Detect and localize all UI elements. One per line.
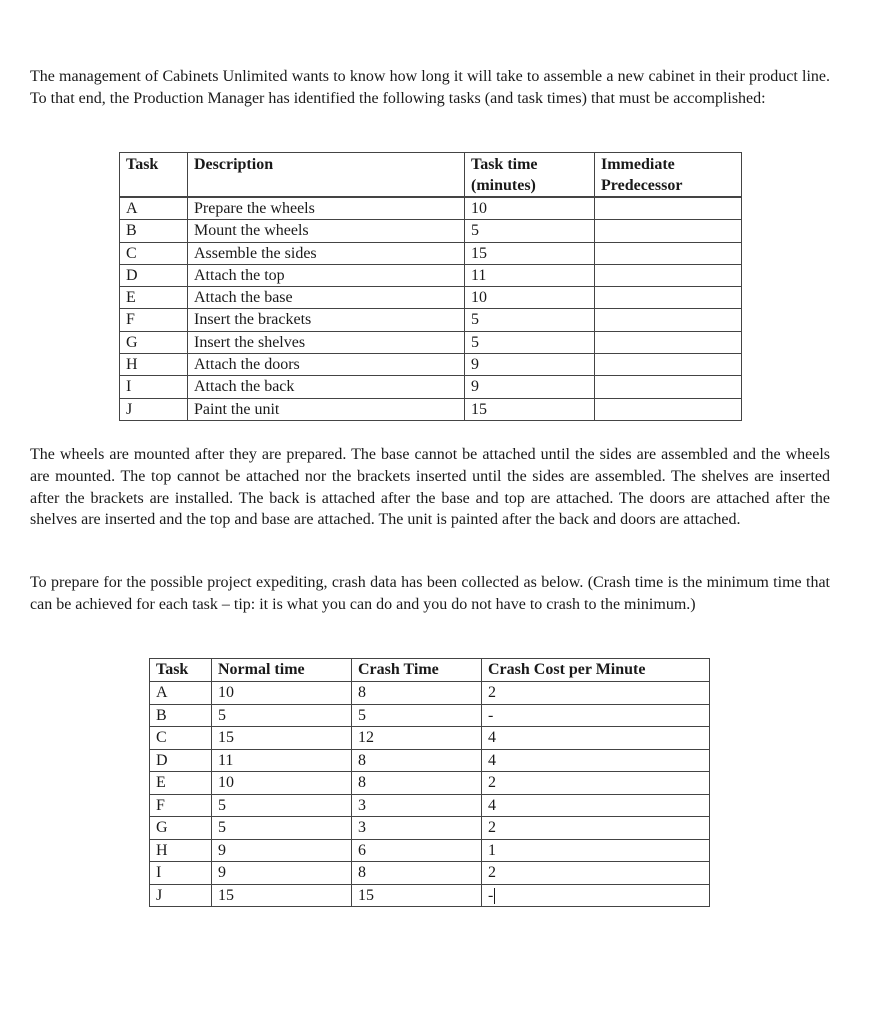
task-predecessor <box>595 220 742 242</box>
task-time: 5 <box>465 309 595 331</box>
task-time: 5 <box>465 331 595 353</box>
text-cursor <box>494 888 495 904</box>
normal-time: 15 <box>212 727 352 750</box>
table-row <box>120 264 742 286</box>
precedence-paragraph: The wheels are mounted after they are prepared. The base cannot be attached until the sides are assembled and the wheels are mounted. The top cannot be attached nor the brackets inserted until the sides are assembled. The shelves are inserted after the brackets are installed. The back is attached after the base and top are attached. The doors are attached after the shelves are inserted and the top and base are attached. The unit is painted after the back and doors are attached. <box>30 446 830 529</box>
task-time: 10 <box>465 287 595 309</box>
table-row <box>120 354 742 376</box>
header-predecessor-line1: Immediate <box>601 156 675 173</box>
crash-time: 5 <box>352 704 482 727</box>
table-row <box>120 242 742 264</box>
task-id: I <box>150 862 212 885</box>
intro-paragraph: The management of Cabinets Unlimited wants to know how long it will take to assemble a new cabinet in their product line. To that end, the Production Manager has identified the following tasks (and task times) that must be accomplished: <box>30 68 830 107</box>
crash-time: 8 <box>352 772 482 795</box>
task-description: Assemble the sides <box>188 242 465 264</box>
crash-table <box>149 658 710 907</box>
crash-time: 6 <box>352 839 482 862</box>
task-description: Paint the unit <box>188 398 465 420</box>
task-description: Prepare the wheels <box>188 197 465 220</box>
crash-time: 8 <box>352 749 482 772</box>
task-description: Attach the top <box>188 264 465 286</box>
crash-time: 3 <box>352 794 482 817</box>
task-id: J <box>150 884 212 907</box>
task-description: Insert the brackets <box>188 309 465 331</box>
crash-cost-cell[interactable] <box>482 884 710 907</box>
crash-cost: - <box>482 704 710 727</box>
task-id: D <box>150 749 212 772</box>
header-predecessor <box>595 153 742 198</box>
task-id: E <box>120 287 188 309</box>
table-row <box>150 772 710 795</box>
crash-time: 3 <box>352 817 482 840</box>
task-predecessor <box>595 398 742 420</box>
task-id: C <box>150 727 212 750</box>
task-predecessor <box>595 309 742 331</box>
header-task: Task <box>120 153 188 198</box>
task-id: B <box>120 220 188 242</box>
task-id: G <box>150 817 212 840</box>
table-row <box>120 220 742 242</box>
table-row <box>150 794 710 817</box>
task-id: I <box>120 376 188 398</box>
crash-cost: 4 <box>482 794 710 817</box>
task-time: 11 <box>465 264 595 286</box>
crash-cost: 1 <box>482 839 710 862</box>
normal-time: 9 <box>212 862 352 885</box>
crash-cost: 2 <box>482 862 710 885</box>
table-row <box>150 884 710 907</box>
task-id: D <box>120 264 188 286</box>
task-predecessor <box>595 242 742 264</box>
table-row <box>120 376 742 398</box>
table-row <box>120 398 742 420</box>
table-row <box>120 331 742 353</box>
normal-time: 10 <box>212 682 352 705</box>
crash-cost: 2 <box>482 772 710 795</box>
task-id: B <box>150 704 212 727</box>
normal-time: 11 <box>212 749 352 772</box>
crash-cost: 2 <box>482 817 710 840</box>
task-description: Attach the base <box>188 287 465 309</box>
crash-cost: 4 <box>482 749 710 772</box>
table-row <box>120 309 742 331</box>
header-crash-time: Crash Time <box>352 659 482 682</box>
crash-cost: - <box>488 886 494 904</box>
task-description: Attach the doors <box>188 354 465 376</box>
crash-time: 15 <box>352 884 482 907</box>
header-task: Task <box>150 659 212 682</box>
task-id: J <box>120 398 188 420</box>
header-task-time-line2: (minutes) <box>471 177 536 194</box>
task-predecessor <box>595 376 742 398</box>
crash-table-header-row <box>150 659 710 682</box>
table-row <box>150 727 710 750</box>
task-id: H <box>120 354 188 376</box>
task-id: C <box>120 242 188 264</box>
task-id: F <box>150 794 212 817</box>
table-row <box>150 839 710 862</box>
task-predecessor <box>595 354 742 376</box>
normal-time: 15 <box>212 884 352 907</box>
header-description: Description <box>188 153 465 198</box>
crash-intro-paragraph: To prepare for the possible project expediting, crash data has been collected as below. (Crash time is the minimum time that can be achieved for each task – tip: it is what you can do and you do not have to crash to the minimum.) <box>30 574 830 613</box>
header-predecessor-line2: Predecessor <box>601 177 683 194</box>
normal-time: 9 <box>212 839 352 862</box>
task-description: Attach the back <box>188 376 465 398</box>
table-row <box>120 287 742 309</box>
task-id: G <box>120 331 188 353</box>
crash-cost: 2 <box>482 682 710 705</box>
table-row <box>150 862 710 885</box>
table-row <box>150 749 710 772</box>
task-predecessor <box>595 264 742 286</box>
task-time: 9 <box>465 354 595 376</box>
task-id: F <box>120 309 188 331</box>
task-predecessor <box>595 287 742 309</box>
task-predecessor <box>595 197 742 220</box>
crash-time: 8 <box>352 682 482 705</box>
normal-time: 5 <box>212 704 352 727</box>
table-row <box>150 817 710 840</box>
task-table-header-row <box>120 153 742 198</box>
normal-time: 5 <box>212 817 352 840</box>
task-time: 15 <box>465 398 595 420</box>
task-id: A <box>150 682 212 705</box>
table-row <box>150 704 710 727</box>
task-time: 9 <box>465 376 595 398</box>
normal-time: 5 <box>212 794 352 817</box>
table-row <box>150 682 710 705</box>
task-description: Mount the wheels <box>188 220 465 242</box>
task-id: E <box>150 772 212 795</box>
task-predecessor <box>595 331 742 353</box>
header-crash-cost: Crash Cost per Minute <box>482 659 710 682</box>
header-task-time <box>465 153 595 198</box>
task-time: 5 <box>465 220 595 242</box>
task-time: 10 <box>465 197 595 220</box>
normal-time: 10 <box>212 772 352 795</box>
table-row <box>120 197 742 220</box>
header-task-time-line1: Task time <box>471 156 538 173</box>
header-normal-time: Normal time <box>212 659 352 682</box>
crash-cost: 4 <box>482 727 710 750</box>
task-table <box>119 152 742 421</box>
task-id: A <box>120 197 188 220</box>
task-id: H <box>150 839 212 862</box>
task-description: Insert the shelves <box>188 331 465 353</box>
crash-time: 8 <box>352 862 482 885</box>
crash-time: 12 <box>352 727 482 750</box>
task-time: 15 <box>465 242 595 264</box>
